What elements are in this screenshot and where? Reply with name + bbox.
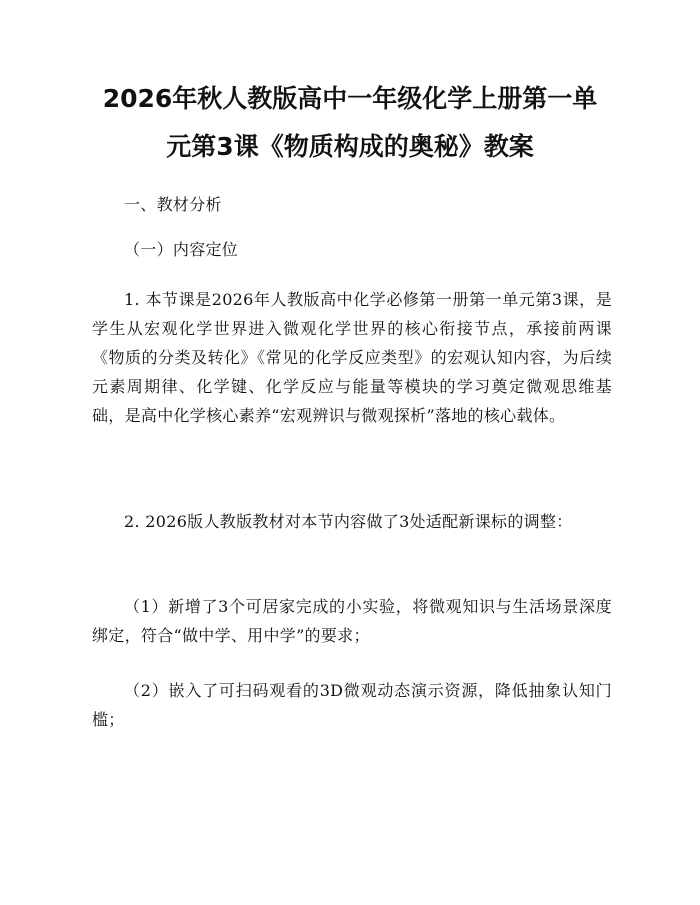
paragraph-4: （2）嵌入了可扫码观看的3D微观动态演示资源，降低抽象认知门槛； bbox=[92, 681, 612, 729]
paragraph-1: 1. 本节课是2026年人教版高中化学必修第一册第一单元第3课，是学生从宏观化学世界进入微观化学世界的核心衔接节点，承接前两课《物质的分类及转化》《常见的化学反应类型》的宏观认知内容，为后续元素周期律、化学键、化学反应与能量等模块的学习奠定微观思维基础，是高中化学核心素养“宏观辨识与微观探析”落地的核心载体。 bbox=[92, 290, 612, 425]
paragraph-3: （1）新增了3个可居家完成的小实验，将微观知识与生活场景深度绑定，符合“做中学、用中学”的要求； bbox=[92, 597, 612, 645]
document-title-line-2: 元第3课《物质构成的奥秘》教案 bbox=[166, 132, 534, 161]
paragraph-2: 2. 2026版人教版教材对本节内容做了3处适配新课标的调整： bbox=[124, 512, 573, 531]
document-title-line-1: 2026年秋人教版高中一年级化学上册第一单 bbox=[102, 84, 598, 113]
subsection-heading-content-positioning: （一）内容定位 bbox=[124, 240, 239, 259]
section-heading-textbook-analysis: 一、教材分析 bbox=[124, 195, 222, 214]
